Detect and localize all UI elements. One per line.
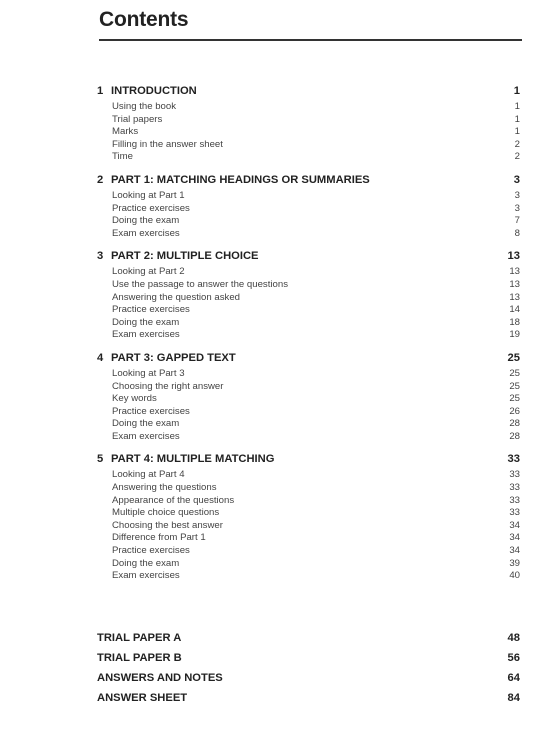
toc-entry[interactable] [97, 101, 520, 114]
section-heading[interactable] [97, 452, 520, 466]
entry-label: Marks [112, 126, 139, 138]
entry-page-number: 2 [514, 151, 520, 163]
section-title: PART 1: MATCHING HEADINGS OR SUMMARIES [111, 173, 370, 186]
toc-entry[interactable] [97, 545, 520, 558]
entry-label: Choosing the best answer [112, 519, 223, 531]
toc-entry[interactable] [97, 431, 520, 444]
trailing-entry-label: TRIAL PAPER B [97, 652, 182, 664]
entry-label: Time [112, 151, 133, 163]
section-number: 1 [97, 85, 104, 97]
trailing-entry-label: ANSWER SHEET [97, 692, 188, 704]
entry-page-number: 25 [509, 393, 520, 405]
section-page-number: 13 [507, 250, 520, 263]
toc-entry[interactable] [97, 304, 520, 317]
entry-label: Doing the exam [112, 215, 180, 227]
entry-label: Using the book [112, 101, 176, 112]
toc-entry[interactable] [97, 279, 520, 292]
section-number: 2 [97, 173, 104, 186]
section-number: 3 [97, 250, 104, 263]
entry-label: Doing the exam [112, 316, 180, 328]
toc-entry[interactable] [97, 203, 520, 216]
entry-page-number: 25 [509, 367, 520, 379]
entry-page-number: 13 [509, 291, 520, 303]
toc-entry[interactable] [97, 532, 520, 545]
entry-label: Exam exercises [112, 227, 180, 239]
entry-page-number: 8 [514, 227, 520, 239]
toc-section [97, 84, 520, 164]
toc-entry[interactable] [97, 393, 520, 406]
entry-label: Answering the question asked [112, 291, 240, 303]
section-number: 5 [97, 453, 104, 466]
toc-entry[interactable] [97, 558, 520, 571]
title-rule [99, 39, 522, 41]
page-title: Contents [99, 8, 189, 31]
entry-page-number: 34 [509, 545, 520, 557]
section-title: PART 3: GAPPED TEXT [111, 351, 236, 364]
entry-label: Doing the exam [112, 418, 180, 430]
entry-page-number: 3 [514, 202, 520, 214]
toc-section [97, 452, 520, 582]
toc-entry[interactable] [97, 151, 520, 164]
entry-label: Exam exercises [112, 329, 180, 341]
section-heading-text [97, 452, 274, 466]
entry-page-number: 25 [509, 380, 520, 392]
section-heading[interactable] [97, 249, 520, 263]
section-number: 4 [97, 351, 104, 364]
toc-entry[interactable] [97, 228, 520, 241]
entry-label: Use the passage to answer the questions [112, 278, 288, 290]
toc-entry[interactable] [97, 381, 520, 394]
toc-entry[interactable] [97, 418, 520, 431]
entry-label: Looking at Part 3 [112, 367, 185, 379]
entry-page-number: 1 [514, 101, 520, 112]
table-of-contents [97, 84, 520, 592]
entry-label: Looking at Part 1 [112, 189, 185, 201]
entry-page-number: 34 [509, 532, 520, 544]
section-title: PART 4: MULTIPLE MATCHING [111, 453, 275, 466]
entry-page-number: 33 [509, 507, 520, 519]
toc-entry[interactable] [97, 292, 520, 305]
entry-label: Exam exercises [112, 570, 180, 582]
section-title: PART 2: MULTIPLE CHOICE [111, 250, 259, 263]
entry-label: Choosing the right answer [112, 380, 224, 392]
toc-section [97, 173, 520, 240]
section-page-number: 33 [507, 453, 520, 466]
entry-page-number: 3 [514, 189, 520, 201]
toc-entry[interactable] [97, 570, 520, 583]
entry-page-number: 26 [509, 405, 520, 417]
entry-page-number: 14 [509, 304, 520, 316]
entry-page-number: 28 [509, 418, 520, 430]
section-heading[interactable] [97, 351, 520, 365]
toc-entry[interactable] [97, 368, 520, 381]
entry-page-number: 40 [509, 570, 520, 582]
entry-label: Practice exercises [112, 304, 190, 316]
entry-page-number: 7 [514, 215, 520, 227]
entry-page-number: 13 [509, 278, 520, 290]
entry-label: Appearance of the questions [112, 494, 235, 506]
entry-page-number: 33 [509, 469, 520, 481]
toc-trailing-entry[interactable] [97, 648, 520, 668]
toc-entry[interactable] [97, 190, 520, 203]
entry-label: Doing the exam [112, 557, 180, 569]
toc-trailing-entry[interactable] [97, 628, 520, 648]
entry-label: Looking at Part 4 [112, 469, 185, 481]
trailing-entry-page-number: 56 [507, 652, 520, 664]
trailing-entry-label: TRIAL PAPER A [97, 632, 182, 644]
section-heading[interactable] [97, 84, 520, 98]
entry-label: Difference from Part 1 [112, 532, 206, 544]
entry-page-number: 33 [509, 494, 520, 506]
section-page-number: 3 [513, 173, 520, 186]
entry-page-number: 13 [509, 266, 520, 278]
toc-entry[interactable] [97, 266, 520, 279]
entry-label: Exam exercises [112, 430, 180, 442]
toc-entry[interactable] [97, 520, 520, 533]
trailing-entries [97, 628, 520, 708]
entry-page-number: 28 [509, 430, 520, 442]
entry-label: Trial papers [112, 113, 163, 125]
entry-page-number: 39 [509, 557, 520, 569]
toc-entry[interactable] [97, 469, 520, 482]
entry-label: Practice exercises [112, 202, 190, 214]
section-heading-text [97, 173, 370, 187]
entry-label: Key words [112, 393, 157, 405]
entry-label: Practice exercises [112, 545, 190, 557]
entry-page-number: 1 [514, 126, 520, 138]
toc-entry[interactable] [97, 114, 520, 127]
toc-entry[interactable] [97, 215, 520, 228]
entry-page-number: 18 [509, 316, 520, 328]
section-heading-text [97, 249, 259, 263]
toc-section [97, 351, 520, 444]
entry-page-number: 1 [514, 113, 520, 125]
toc-entry[interactable] [97, 139, 520, 152]
toc-entry[interactable] [97, 495, 520, 508]
section-heading[interactable] [97, 173, 520, 187]
trailing-entry-page-number: 84 [507, 692, 520, 704]
toc-section [97, 249, 520, 342]
entry-label: Practice exercises [112, 405, 190, 417]
section-title: INTRODUCTION [111, 85, 197, 97]
entry-page-number: 33 [509, 482, 520, 494]
toc-entry[interactable] [97, 317, 520, 330]
entry-label: Looking at Part 2 [112, 266, 185, 278]
section-heading-text [97, 351, 236, 365]
entry-label: Filling in the answer sheet [112, 138, 223, 150]
entry-page-number: 19 [509, 329, 520, 341]
trailing-entry-label: ANSWERS AND NOTES [97, 672, 223, 684]
toc-entry[interactable] [97, 329, 520, 342]
section-page-number: 1 [513, 85, 520, 97]
trailing-entry-page-number: 48 [507, 632, 520, 644]
toc-entry[interactable] [97, 406, 520, 419]
entry-label: Multiple choice questions [112, 507, 220, 519]
toc-entry[interactable] [97, 482, 520, 495]
section-page-number: 25 [507, 351, 520, 364]
toc-entry[interactable] [97, 126, 520, 139]
entry-label: Answering the questions [112, 482, 217, 494]
toc-entry[interactable] [97, 507, 520, 520]
section-heading-text [97, 84, 197, 98]
entry-page-number: 34 [509, 519, 520, 531]
toc-trailing-entry[interactable] [97, 688, 520, 708]
toc-trailing-entry[interactable] [97, 668, 520, 688]
trailing-entry-page-number: 64 [507, 672, 520, 684]
entry-page-number: 2 [514, 138, 520, 150]
